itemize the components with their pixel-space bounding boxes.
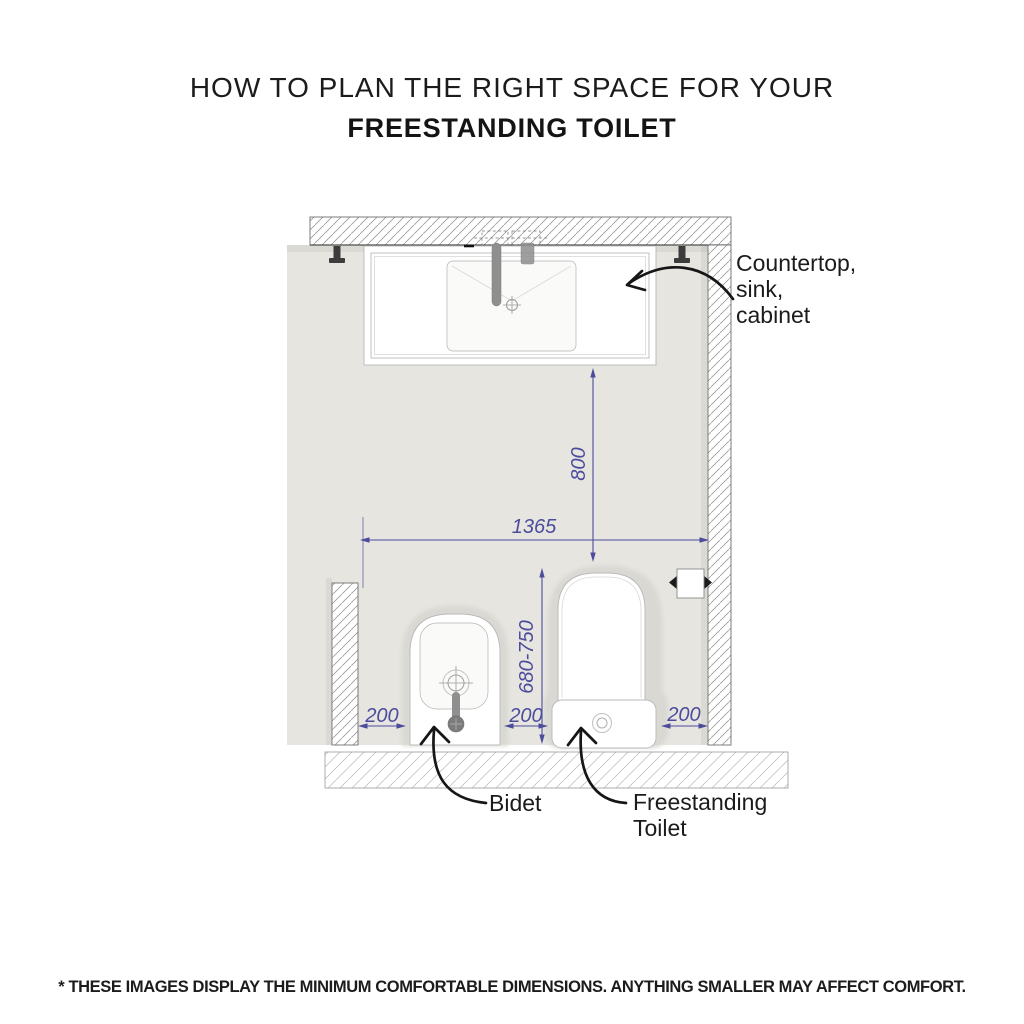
flush-button-icon bbox=[593, 714, 612, 733]
right-wall bbox=[708, 245, 731, 745]
dim-value-800: 800 bbox=[568, 447, 590, 481]
countertop-label-line1: Countertop, bbox=[736, 250, 857, 276]
countertop-label-line3: cabinet bbox=[736, 302, 811, 328]
title-line-2: FREESTANDING TOILET bbox=[347, 113, 677, 143]
toilet-label-line1: Freestanding bbox=[633, 789, 768, 815]
bidet-fixture bbox=[402, 606, 508, 746]
toilet-fixture bbox=[544, 566, 668, 748]
countertop-sink-cabinet bbox=[329, 231, 690, 365]
partition-wall bbox=[326, 578, 358, 745]
bottom-wall bbox=[325, 752, 788, 788]
countertop-label bbox=[736, 250, 856, 328]
countertop-label-line2: sink, bbox=[736, 276, 784, 302]
footer-disclaimer: * THESE IMAGES DISPLAY THE MINIMUM COMFORTABLE DIMENSIONS. ANYTHING SMALLER MAY AFFECT COMFORT. bbox=[58, 978, 966, 996]
dim-value-200-right: 200 bbox=[667, 704, 701, 726]
top-wall bbox=[310, 217, 731, 245]
dim-value-680-750: 680-750 bbox=[516, 620, 538, 694]
dimension-bidet-to-toilet bbox=[504, 705, 548, 729]
bidet-label: Bidet bbox=[489, 790, 542, 816]
toilet-label-line2: Toilet bbox=[633, 815, 687, 841]
title-line-1: HOW TO PLAN THE RIGHT SPACE FOR YOUR bbox=[189, 72, 835, 103]
dim-value-200-middle: 200 bbox=[509, 705, 543, 727]
dim-value-1365: 1365 bbox=[511, 516, 557, 538]
sink-basin bbox=[447, 261, 576, 351]
dim-value-200-left: 200 bbox=[365, 705, 399, 727]
toilet-label bbox=[633, 789, 767, 841]
